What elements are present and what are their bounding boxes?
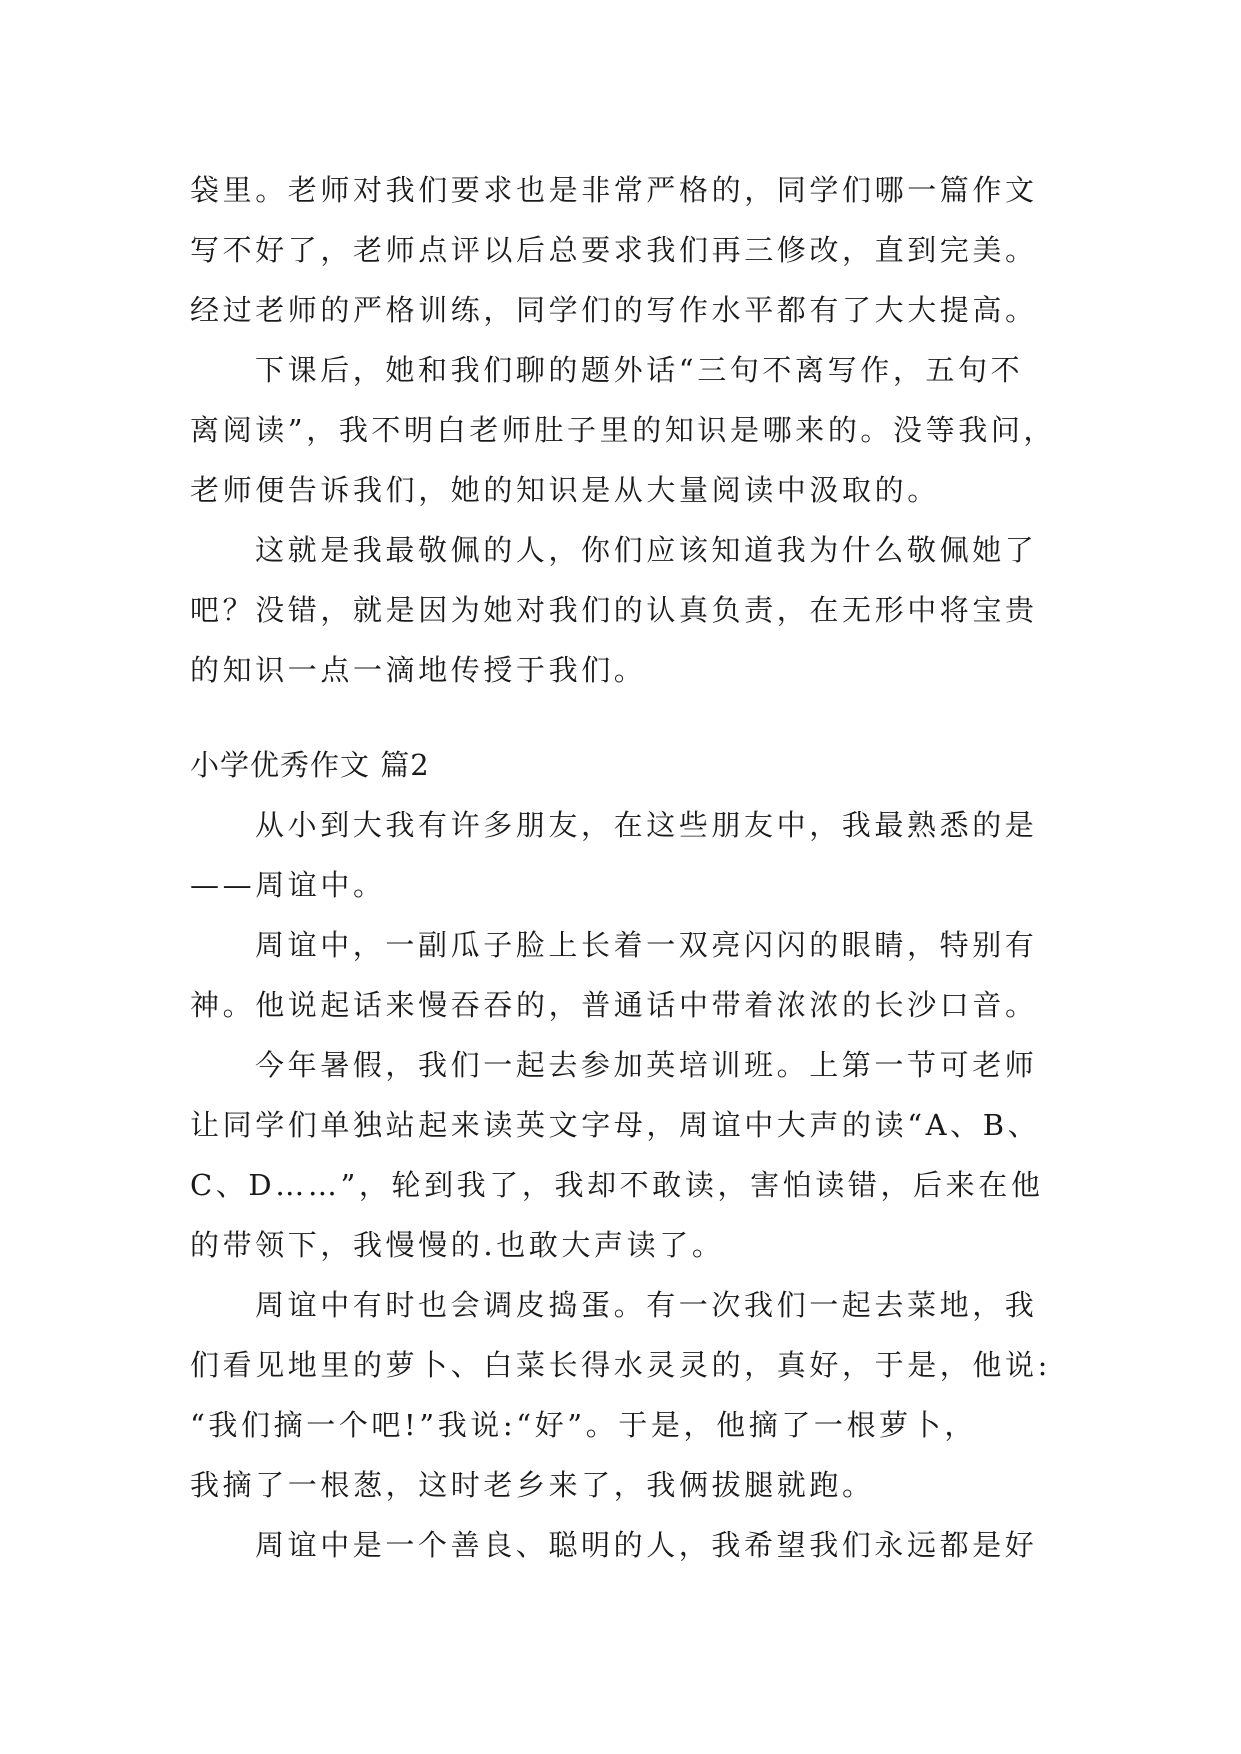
text-line: 让同学们单独站起来读英文字母，周谊中大声的读“A、B、 bbox=[190, 1108, 1041, 1142]
text-line: 的知识一点一滴地传授于我们。 bbox=[190, 653, 647, 687]
paragraph-start-line: 周谊中，一副瓜子脸上长着一双亮闪闪的眼睛，特别有 bbox=[255, 928, 1038, 962]
text-line: 神。他说起话来慢吞吞的，普通话中带着浓浓的长沙口音。 bbox=[190, 988, 1038, 1022]
text-line: 的带领下，我慢慢的.也敢大声读了。 bbox=[190, 1228, 725, 1262]
paragraph-start-line: 这就是我最敬佩的人，你们应该知道我为什么敬佩她了 bbox=[255, 533, 1038, 567]
text-line: 写不好了，老师点评以后总要求我们再三修改，直到完美。 bbox=[190, 233, 1038, 267]
section-heading: 小学优秀作文 篇2 bbox=[190, 748, 430, 782]
text-line: 袋里。老师对我们要求也是非常严格的，同学们哪一篇作文 bbox=[190, 173, 1038, 207]
paragraph-start-line: 周谊中有时也会调皮捣蛋。有一次我们一起去菜地，我 bbox=[255, 1288, 1038, 1322]
text-line: 离阅读”，我不明白老师肚子里的知识是哪来的。没等我问， bbox=[190, 413, 1057, 447]
text-line: “我们摘一个吧!”我说:“好”。于是，他摘了一根萝卜， bbox=[190, 1408, 977, 1442]
paragraph-start-line: 从小到大我有许多朋友，在这些朋友中，我最熟悉的是 bbox=[255, 808, 1038, 842]
text-line: 我摘了一根葱，这时老乡来了，我俩拔腿就跑。 bbox=[190, 1468, 875, 1502]
text-line: C、D……”，轮到我了，我却不敢读，害怕读错，后来在他 bbox=[190, 1168, 1044, 1202]
text-line: 老师便告诉我们，她的知识是从大量阅读中汲取的。 bbox=[190, 473, 940, 507]
paragraph-start-line: 今年暑假，我们一起去参加英培训班。上第一节可老师 bbox=[255, 1048, 1038, 1082]
text-line: 吧？没错，就是因为她对我们的认真负责，在无形中将宝贵 bbox=[190, 593, 1038, 627]
text-line: 经过老师的严格训练，同学们的写作水平都有了大大提高。 bbox=[190, 293, 1038, 327]
paragraph-start-line: 下课后，她和我们聊的题外话“三句不离写作，五句不 bbox=[255, 353, 1024, 387]
text-line: 们看见地里的萝卜、白菜长得水灵灵的，真好，于是，他说: bbox=[190, 1348, 1051, 1382]
paragraph-start-line: 周谊中是一个善良、聪明的人，我希望我们永远都是好 bbox=[255, 1528, 1038, 1562]
text-line: ——周谊中。 bbox=[190, 868, 386, 902]
